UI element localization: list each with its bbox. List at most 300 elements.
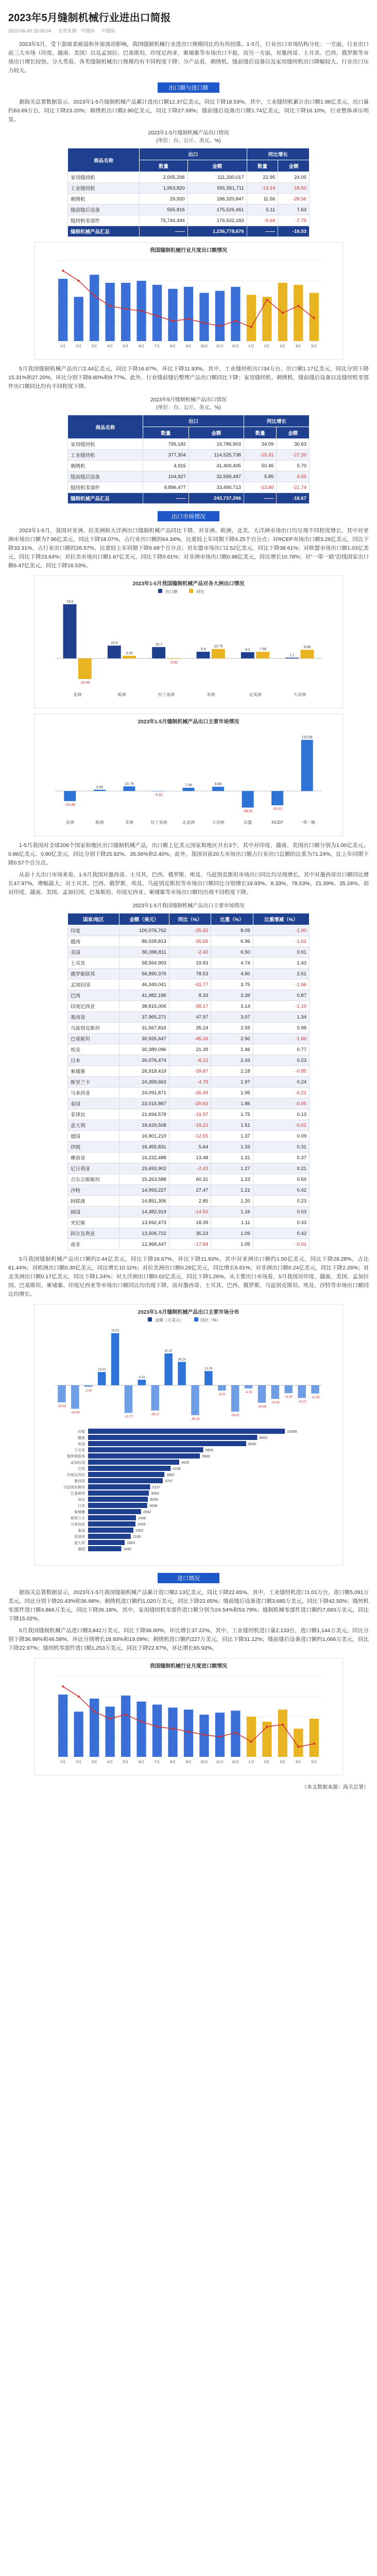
table-cell: 尼日利亚 [68, 1163, 119, 1174]
table-cell: 243,737,396 [188, 493, 244, 504]
bar-amount [88, 1528, 133, 1533]
data-label: 79.6 [66, 600, 74, 604]
table-cell: 14,382,919 [119, 1207, 169, 1217]
table-cell: 1.16 [211, 1207, 253, 1217]
y-tick-label: 菲律宾 [74, 1535, 85, 1539]
bar-growth [123, 656, 136, 658]
bar [121, 283, 130, 341]
section2-paragraph: 5月我国缝制机械产品出口2.44亿美元，同比下降16.67%，环比下降11.93%。其中，工业缝纫机出口34万台，出口额1.17亿美元，同比分别下降15.31%和27.20%，环比分别下降8.80%和9.77%。此外，行业缝前缝后整理产品出口额同比下降；家用缝纫机、刺绣机、缝前缝后设备以及缝纫机零部件出口额同比均有不同程度下降。 [8, 366, 369, 389]
table1-title: 2023年1-5月缝制机械产品出口情况 [148, 130, 229, 136]
section7-paragraph2: 5月我国缝制机械产品进口额3,842万美元，同比下降36.60%，环比增长37.22%。其中，工业缝纫机进口量2,133台，进口额1,144万美元，同比分别下降36.99%和46.58%，环比分别增长18.93%和19.09%；刺绣机进口额约227万美元，同比下降31.12%；缝前缝后设备进口额约1,066万美元，同比下降22.97%；缝纫机零部件进口额1,253万美元，同比下降22.87%，环比增长65.93%。 [8, 1628, 369, 1651]
table1-header-name: 商品名称 [68, 148, 140, 172]
data-label: 47.97 [164, 1350, 173, 1353]
y-tick-label: 土耳其 [74, 1449, 85, 1452]
legend-swatch [148, 1317, 152, 1321]
table-row [68, 439, 310, 450]
chart3-title: 2023年1-5月缝制机械产品出口主要市场情况 [138, 719, 239, 725]
bar [247, 295, 256, 341]
table-cell: —— [247, 226, 278, 237]
table-row [68, 183, 310, 194]
table-cell: —— [143, 493, 188, 504]
data-label: -0.61 [169, 661, 178, 665]
bar-growth [178, 1362, 186, 1385]
table-cell: 1.11 [211, 1217, 253, 1228]
x-tick-label: RCEP [271, 820, 283, 825]
table-cell: 缝前缝后设备 [68, 205, 140, 215]
data-label: -41.77 [124, 1415, 133, 1419]
bar-amount [88, 1534, 131, 1539]
data-label: -11.97 [284, 1396, 293, 1399]
table1-caption [8, 129, 369, 145]
table-cell: 孟加拉国 [68, 979, 119, 990]
table-cell: 菲律宾 [68, 1109, 119, 1120]
table-cell: 家用缝纫机 [68, 172, 140, 183]
table-cell: 柬埔寨 [68, 1066, 119, 1077]
table-cell: -28.56 [278, 194, 310, 205]
table-row [68, 1196, 310, 1207]
bar [90, 275, 99, 341]
bar [310, 1719, 319, 1757]
publisher: 中缝协 [101, 28, 115, 33]
data-label: 2436 [138, 1517, 146, 1520]
data-label: 10.78 [214, 645, 223, 649]
table-cell: 摩洛哥 [68, 1153, 119, 1163]
table-cell: 80,396,811 [119, 947, 169, 958]
data-label: 3039 [150, 1498, 158, 1502]
table-cell: 0.33 [253, 1217, 309, 1228]
bar-growth [191, 1385, 199, 1415]
table-cell: -4.78 [169, 1077, 211, 1088]
article-source: 文章来源：中缝协 [58, 28, 95, 33]
table-row [68, 194, 310, 205]
bar [278, 1709, 287, 1757]
x-tick-label: 5月 [311, 345, 317, 348]
line-point [234, 1732, 236, 1734]
table-cell: 1.23 [211, 1174, 253, 1185]
chart4-title: 2023年1-5月缝制机械产品出口主要市场分布 [138, 1310, 239, 1315]
table-cell: 0.21 [253, 1163, 309, 1174]
data-label: 2692 [143, 1511, 151, 1514]
bar-amount [241, 652, 254, 658]
table-row [68, 1185, 310, 1196]
export-table-ytd [67, 148, 310, 237]
data-label: -38.17 [150, 1413, 160, 1416]
table-cell: 18,629,508 [119, 1120, 169, 1131]
bar-amount [197, 652, 210, 658]
table-cell: 1.34 [253, 1012, 309, 1023]
x-tick-label: 12月 [232, 345, 239, 348]
data-label: 9.86 [303, 646, 311, 650]
table-cell: 60.31 [169, 1174, 211, 1185]
x-tick-label: 5月 [123, 1760, 129, 1764]
table-cell: 0.59 [253, 1174, 309, 1185]
table-cell: -20.63 [169, 1098, 211, 1109]
data-label: -8.12 [218, 1393, 226, 1397]
bar-growth [164, 1353, 173, 1385]
table-cell: 1.43 [253, 958, 309, 969]
table-cell: 555,816 [140, 205, 188, 215]
data-label: 8040 [248, 1443, 256, 1446]
table-cell: 111,330,017 [187, 172, 247, 183]
data-label: -35.56 [71, 1411, 80, 1415]
bar [121, 1696, 130, 1757]
bar-amount [152, 647, 165, 658]
table-cell: 26,918,419 [119, 1066, 169, 1077]
table3-header: 金额（美元） [119, 913, 169, 925]
data-label: 18.8 [111, 641, 118, 646]
bar [199, 293, 209, 341]
y-tick-label: 墨西哥 [74, 1480, 85, 1483]
table-cell: 24,358,663 [119, 1077, 169, 1088]
bar [106, 283, 115, 341]
bar-growth [301, 650, 314, 658]
bar-growth [212, 649, 225, 658]
table-cell: 0.03 [253, 1207, 309, 1217]
data-label: 2169 [132, 1535, 141, 1539]
data-label: 3093 [151, 1492, 159, 1496]
table-cell: 1.20 [211, 1196, 253, 1207]
table-cell: 沙特 [68, 1185, 119, 1196]
data-label: 2409 [137, 1523, 146, 1527]
table-cell: 家用缝纫机 [68, 439, 143, 450]
x-tick-label: 2月 [264, 345, 270, 348]
table-cell: 21.39 [169, 1044, 211, 1055]
table-cell: 吉尔吉斯斯坦 [68, 1174, 119, 1185]
table-cell: 1.75 [211, 1109, 253, 1120]
data-label: 4635 [181, 1461, 190, 1465]
bar [90, 1699, 99, 1757]
bar-amount [88, 1509, 141, 1514]
line-point [125, 308, 127, 310]
line-point [266, 299, 268, 301]
section5-paragraph: 从前十大出口市场来看，1-5月我国对墨西哥、土耳其、巴西、俄罗斯、埃及、乌兹别克斯坦市场出口同比均呈现增长，其中对墨西哥出口额同比增长47.97%，增幅最大；对土耳其、巴西、俄罗斯、埃及、乌兹别克斯坦等市场出口额同比分别增长19.93%、8.33%、78.53%、21.39%、35.24%。而对印度、越南、美国、孟加拉国、巴基斯坦、印度尼西亚、柬埔寨等市场出口额均出现不同程度下降。 [8, 872, 369, 895]
bar-amount [88, 1515, 136, 1520]
data-label: 3157 [152, 1486, 161, 1489]
legend-label: 出口额 [165, 589, 178, 594]
table-row [68, 1066, 310, 1077]
table-cell: 2.46 [211, 1044, 253, 1055]
bar [168, 1707, 177, 1757]
data-label: -45.16 [191, 1417, 200, 1421]
data-label: 9.86 [214, 783, 222, 787]
bar-growth [271, 1385, 280, 1399]
line-point [250, 1741, 252, 1743]
table-row [68, 1044, 310, 1055]
data-label: 16.7 [155, 642, 162, 647]
table-row [68, 1228, 310, 1239]
table-cell: 23,015,867 [119, 1098, 169, 1109]
bar-amount [88, 1521, 135, 1527]
bar-growth [78, 658, 92, 679]
table-cell: 7.63 [278, 205, 310, 215]
table-cell: 104,927 [143, 471, 188, 482]
bar [64, 791, 76, 801]
intro-paragraph: 2023年5月，受下游需求疲弱和外需波动影响，我国缝制机械行业进出口规模同比均有所回落。1-5月，行业出口市场结构分化：一方面，行业出口前三大市场（印度、越南、美国）以及孟加拉、巴基斯坦、印度尼西亚、柬埔寨等市场出口不振，而另一方面，对墨西哥、土耳其、巴西、俄罗斯等市场出口增长较快。分大类看，各类缝制机械出口规模均有不同程度下降；分产品看，刺绣机、缝前缝后设备以及家用缝纫机出口降幅较大，行业出口压力较大。 [8, 41, 369, 74]
table-cell: 46,349,041 [119, 979, 169, 990]
x-tick-label: 欧洲 [117, 692, 126, 697]
table-cell: 日本 [68, 1055, 119, 1066]
table-cell: -35.56 [169, 936, 211, 947]
bar-growth [167, 658, 181, 659]
table-cell: 22.95 [247, 172, 278, 183]
bar-amount [108, 646, 121, 658]
line-point [156, 1726, 158, 1728]
table-cell: 2.85 [169, 1196, 211, 1207]
x-tick-label: 1月 [248, 1760, 254, 1764]
bar [215, 291, 225, 342]
section4-paragraph: 1-5月我国对全球206个国家和地区出口缝制机械产品，出口额上亿美元国家和地区共有3个，其中对印度、越南、美国出口额分别为1.00亿美元、0.86亿美元、0.80亿美元，同比分别下降25.92%、35.56%和2.40%。此外，我国对前20大市场出口额占行业出口总额的比重为71.24%，比上年同期下降0.57个百分点。 [8, 842, 369, 866]
data-label: -19.22 [297, 1400, 306, 1404]
bar [294, 285, 303, 341]
chart-monthly-export [34, 242, 343, 360]
data-label: -4.78 [245, 1391, 252, 1394]
table-cell: -18.50 [278, 183, 310, 194]
table2-header-growth: 同比增长 [244, 415, 309, 427]
table2-title: 2023年5月缝制机械产品出口情况 [150, 397, 227, 403]
table-cell: 15,263,588 [119, 1174, 169, 1185]
bar [215, 1713, 225, 1757]
table-cell: -21.74 [277, 482, 310, 493]
table-cell: -26.49 [169, 1088, 211, 1098]
table-row [68, 1012, 310, 1023]
table-row [68, 1088, 310, 1098]
table-cell: 斯里兰卡 [68, 1077, 119, 1088]
y-tick-label: 日本 [78, 1504, 85, 1508]
table-cell: 56,890,376 [119, 969, 169, 979]
table2-header-export: 出口 [143, 415, 244, 427]
table-cell: 0.37 [253, 1153, 309, 1163]
section-market-header: 出口市场情况 [158, 511, 219, 521]
x-tick-label: 1月 [60, 1760, 66, 1764]
chart-market-growth [34, 714, 343, 836]
table-cell: 186,320,847 [187, 194, 247, 205]
table-cell: -1.10 [253, 1001, 309, 1012]
y-tick-label: 乌兹别克斯坦 [63, 1486, 85, 1489]
bar-growth [58, 1385, 66, 1402]
bar-amount [63, 604, 77, 658]
data-label: -23.48 [79, 681, 90, 685]
table-cell: 75,744,494 [140, 215, 188, 226]
x-tick-label: 4月 [107, 345, 113, 348]
bar [152, 285, 162, 341]
market-table [67, 913, 310, 1250]
bar-amount [88, 1429, 285, 1434]
line-point [141, 1721, 143, 1723]
x-tick-label: 3月 [280, 1760, 286, 1764]
table1-header-export: 出口 [140, 148, 247, 160]
table-cell: 缝纫机零部件 [68, 215, 140, 226]
table-cell: 俄罗斯联邦 [68, 969, 119, 979]
table-cell: -0.01 [253, 1120, 309, 1131]
table-cell: 0.42 [253, 1185, 309, 1196]
line-point [203, 1734, 205, 1736]
table-cell: 32,599,487 [188, 471, 244, 482]
legend-label: 同比（%） [200, 1318, 221, 1323]
table-cell: -0.05 [253, 1098, 309, 1109]
table-cell: 31,567,816 [119, 1023, 169, 1033]
data-label: -0.61 [155, 793, 163, 797]
chart2-title: 2023年1-5月我国缝制机械产品对各大洲出口情况 [132, 581, 245, 587]
table-row [68, 482, 310, 493]
bar-growth [256, 652, 269, 658]
data-label: 5856 [205, 1449, 214, 1452]
line-point [234, 320, 236, 322]
table2-subheader: 数量 [143, 427, 188, 439]
article-meta [8, 27, 369, 34]
data-label: 9.8 [200, 648, 206, 652]
x-tick-label: 拉丁美洲 [150, 820, 167, 825]
table-cell: -13.80 [244, 482, 277, 493]
table-cell: 13.48 [169, 1153, 211, 1163]
line-point [266, 1726, 268, 1728]
x-tick-label: 大洋洲 [293, 692, 306, 697]
chart2-svg [35, 587, 342, 705]
table-cell: -19.22 [169, 1120, 211, 1131]
line-point [125, 1714, 127, 1716]
data-label: 3797 [164, 1480, 173, 1483]
x-tick-label: 非洲 [125, 820, 133, 825]
table-cell: 58,564,903 [119, 958, 169, 969]
table-cell: —— [140, 226, 188, 237]
table-row [68, 958, 310, 969]
y-tick-label: 泰国 [78, 1529, 85, 1533]
data-label: -39.87 [231, 1414, 240, 1417]
line-point [172, 320, 174, 322]
bar-growth [231, 1385, 239, 1412]
table-cell: 30,076,474 [119, 1055, 169, 1066]
table-row [68, 936, 310, 947]
bar-amount [88, 1497, 148, 1502]
bar-growth [71, 1385, 79, 1409]
table-cell: 19,785,903 [188, 439, 244, 450]
chart5-title: 我国缝制机械行业月度进口额情况 [150, 1664, 227, 1669]
table-cell: 印度 [68, 925, 119, 936]
bar-amount [88, 1478, 163, 1483]
section-export-header: 出口额与进口额 [158, 82, 219, 93]
table-cell: 14,851,306 [119, 1196, 169, 1207]
data-label: 10.78 [125, 782, 134, 786]
data-label: -12.55 [311, 1396, 320, 1399]
table-row [68, 969, 310, 979]
data-label: 7.58 [185, 784, 192, 788]
data-label: 3882 [166, 1473, 175, 1477]
chart1-svg [35, 253, 342, 357]
publish-date: 2023-06-30 15:06:04 [8, 28, 52, 33]
x-tick-label: 4月 [295, 345, 301, 348]
data-label: 1.1 [289, 653, 295, 657]
table-cell: 19.93 [169, 958, 211, 969]
table-cell: 13,506,722 [119, 1228, 169, 1239]
x-tick-label: 7月 [154, 1760, 160, 1764]
table-cell: 30,925,647 [119, 1033, 169, 1044]
table1-subheader: 数量 [247, 160, 278, 172]
bar-amount [88, 1460, 179, 1465]
x-tick-label: 11月 [216, 1760, 224, 1764]
table-cell: 1.09 [211, 1228, 253, 1239]
table-row [68, 1023, 310, 1033]
table-cell: 4.60 [211, 969, 253, 979]
table-cell: 墨西哥 [68, 1012, 119, 1023]
table-total-row [68, 226, 310, 237]
table-cell: 41,400,405 [188, 461, 244, 471]
section7-paragraph1: 据海关总署数据显示，2023年1-5月我国缝制机械产品累计进口额2.13亿美元，同比下降22.65%。其中，工业缝纫机进口1.01万台，进口额5,091万美元，同比分别下降20.43%和36.98%；刺绣机进口额约1,020万美元，同比下降22.65%；缝前缝后设备进口额3,685万美元，同比下降42.50%；缝纫机零部件进口额4,866万美元，同比下降26.18%，其中，家用缝纫机零部件进口额分别为24.54%和53.79%；缝制机械零部件进口额约7,683万美元，同比下降15.02%。 [8, 1589, 369, 1622]
table-cell: —— [244, 493, 277, 504]
table-cell: 5.85 [244, 471, 277, 482]
bar [242, 791, 254, 807]
bar [184, 287, 193, 341]
table-cell: -1.61 [253, 936, 309, 947]
bar [184, 1709, 193, 1757]
table2-header-name: 商品名称 [68, 415, 143, 439]
bar-growth [311, 1385, 319, 1394]
x-tick-label: 12月 [232, 1760, 239, 1764]
table-cell: 1.05 [211, 1239, 253, 1250]
table-cell: 2.43 [211, 1055, 253, 1066]
bar-growth [258, 1385, 266, 1403]
bar-amount [88, 1472, 164, 1477]
table-cell: 176,532,183 [187, 215, 247, 226]
table-cell: 2,005,206 [140, 172, 188, 183]
data-label: 8603 [259, 1436, 268, 1440]
line-point [187, 1731, 190, 1733]
table-cell: 阿联酋 [68, 1196, 119, 1207]
line-point [62, 1686, 64, 1688]
table1-subheader: 金额 [187, 160, 247, 172]
table-cell: 韩国 [68, 1207, 119, 1217]
table-cell: 2.50 [211, 1033, 253, 1044]
table1-subheader: 金额 [278, 160, 310, 172]
table-cell: 1.37 [211, 1131, 253, 1142]
table-cell: -0.85 [253, 1066, 309, 1077]
table-cell: 114,525,738 [188, 450, 244, 461]
legend-label: 同比 [196, 589, 204, 594]
table-cell: 41,982,196 [119, 990, 169, 1001]
table-cell: 阿尔及利亚 [68, 1228, 119, 1239]
data-label: -2.40 [84, 1389, 92, 1393]
table-cell: 795,182 [143, 439, 188, 450]
table-row [68, 450, 310, 461]
table-cell: 8.33 [169, 990, 211, 1001]
x-tick-label: 拉丁美洲 [158, 692, 175, 697]
table-cell: 15,693,902 [119, 1163, 169, 1174]
chart-monthly-import [34, 1658, 343, 1775]
line-point [219, 325, 221, 327]
table-cell: 2.51 [253, 969, 309, 979]
line-point [250, 326, 252, 328]
table-cell: -0.01 [253, 1239, 309, 1250]
x-tick-label: 9月 [185, 1760, 192, 1764]
table-row [68, 461, 310, 471]
table-cell: 3.07 [211, 1012, 253, 1023]
data-label: 10008 [287, 1430, 297, 1434]
table-cell: 1.97 [211, 1077, 253, 1088]
table-cell: 78.53 [169, 969, 211, 979]
x-tick-label: 3月 [91, 1760, 97, 1764]
table-row [68, 215, 310, 226]
legend-swatch [158, 589, 162, 593]
table3-caption: 2023年1-5月我国缝制机械产品出口主要市场情况 [132, 903, 245, 909]
table-cell: 5.70 [277, 461, 310, 471]
table-cell: -7.75 [278, 215, 310, 226]
line-point [156, 315, 158, 317]
table-row [68, 1033, 310, 1044]
data-label: -20.63 [270, 1401, 280, 1405]
table-cell: -13.14 [247, 183, 278, 194]
y-tick-label: 巴西 [78, 1467, 85, 1471]
bar-growth [218, 1385, 226, 1391]
table2-subheader: 金额 [277, 427, 310, 439]
y-tick-label: 俄罗斯联邦 [67, 1455, 85, 1459]
